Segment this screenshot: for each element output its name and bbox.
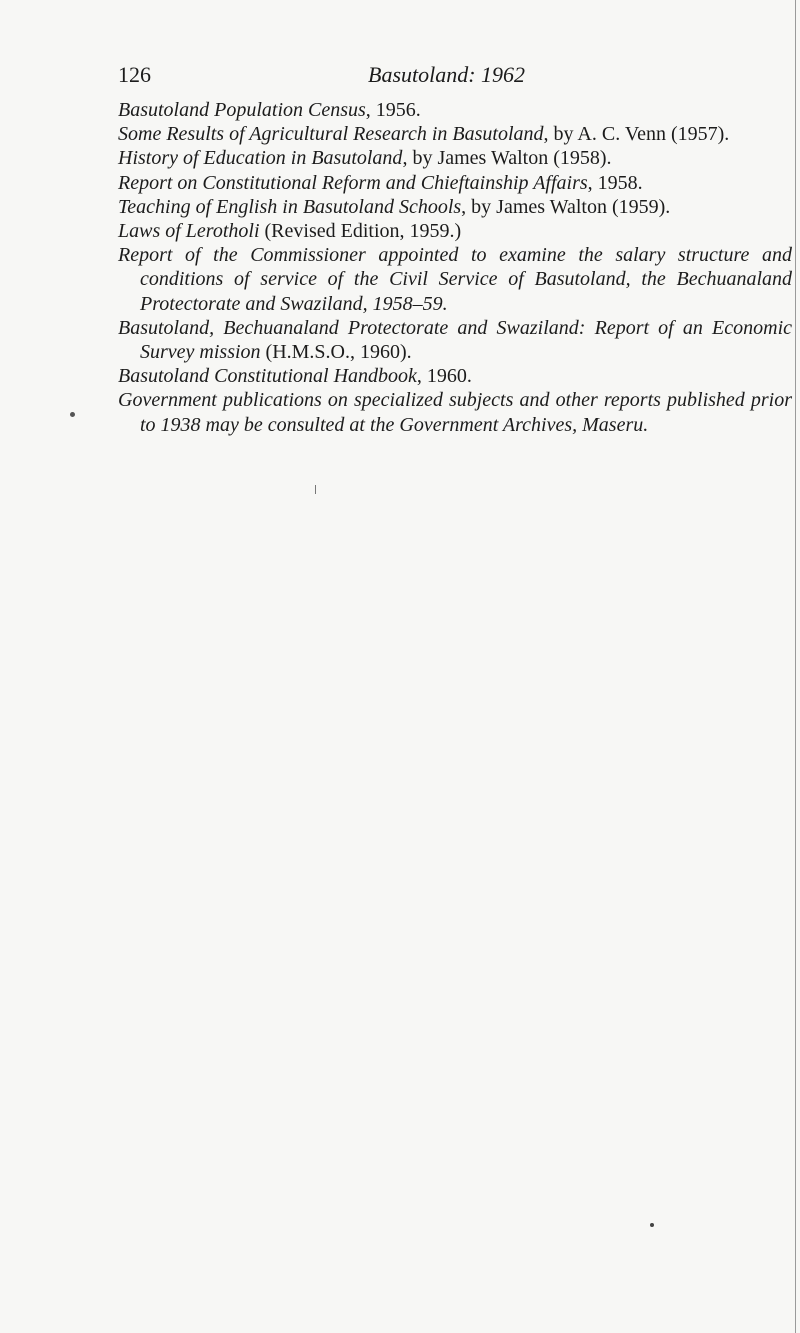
page-number: 126 bbox=[118, 62, 151, 87]
list-item: Report of the Commissioner appointed to examine the salary structure and conditions of service of the Civil Service of Basutoland, the Bechuanaland Protectorate and Swaziland, 1958–59. bbox=[118, 244, 792, 315]
list-item: Basutoland, Bechuanaland Protectorate and Swaziland: Report of an Economic Survey mission (H.M.S.O., 1960). bbox=[118, 316, 792, 364]
scan-speck bbox=[70, 412, 75, 417]
scan-mark bbox=[315, 485, 316, 494]
page-header bbox=[118, 62, 758, 90]
list-item: History of Education in Basutoland, by James Walton (1958). bbox=[118, 147, 612, 170]
list-item: Basutoland Population Census, 1956. bbox=[118, 99, 421, 121]
scan-speck bbox=[650, 1223, 654, 1227]
list-item: Government publications on specialized subjects and other reports published prior to 1938 may be consulted at the Government Archives, Maseru. bbox=[118, 389, 792, 436]
list-item: Laws of Lerotholi (Revised Edition, 1959.) bbox=[118, 220, 462, 243]
publication-list bbox=[118, 98, 792, 437]
list-item: Report on Constitutional Reform and Chieftainship Affairs, 1958. bbox=[118, 171, 643, 194]
page-edge-line bbox=[795, 0, 796, 1333]
running-title: Basutoland: 1962 bbox=[368, 62, 526, 87]
list-item: Basutoland Constitutional Handbook, 1960. bbox=[118, 365, 472, 388]
list-item: Some Results of Agricultural Research in Basutoland, by A. C. Venn (1957). bbox=[118, 123, 730, 146]
list-item: Teaching of English in Basutoland Schools, by James Walton (1959). bbox=[118, 195, 671, 218]
